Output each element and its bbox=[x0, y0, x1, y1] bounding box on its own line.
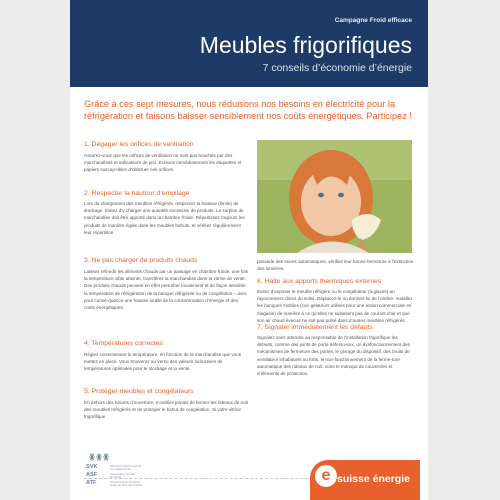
section-6-body: Évitez d’exposer le meuble réfrigéré ou le congélateur (à glaces) au rayonnement direct du soleil. Déplacez-le ou dormez-lui de l’ombre. Installez les banques mobiles (con-gélateurs utilisés pour une action commerciale en magasin) de manière à ce qu’elles ne subissent pas de courant d’air et que son air chaud évacué ne soit pas pulsé dans d’autres meubles réfrigérés. bbox=[257, 289, 413, 323]
photo-illustration bbox=[257, 140, 412, 253]
svk-name-fr-2: du Froid bbox=[110, 475, 122, 479]
intro-text: Grâce à ces sept mesures, nous réduisons nos besoins en électricité pour la réfrigération et faisons baisser sensiblement nos coûts énergétiques. Participez ! bbox=[84, 99, 412, 122]
section-6-title: 6. Halte aux apports thermiques externes bbox=[257, 278, 382, 285]
section-7-body: Signalez sans attendre au responsable de l’installation frigorifique les défauts, comme des joints de porte défectu-eux, un dysfonctionnement des mécanismes de fermeture des portes, le givrage du dispositif, des bruits de ventilateur inhabituels ou forts, le non-fonctionnement de la ferme-ture automatique des rideaux de nuit, voire le manque de couvercles et d’éléments de protection. bbox=[257, 335, 410, 377]
section-2-title: 2. Respecter la hauteur d’empilage bbox=[84, 190, 190, 197]
asf-line: ASF bbox=[86, 472, 98, 478]
section-5-body: En dehors des heures d’ouverture, n’oubliez jamais de fermer les rideaux de nuit des meubles réfrigérés et de protéger le bahut de congélation. Si votre vitrine frigorifique bbox=[84, 400, 248, 420]
svk-name-fr-1: Association Suisse bbox=[110, 472, 136, 476]
section-2-body: Lors du chargement des meubles réfrigérés, respectez la hauteur (limite) de stockage. Évitez d’y charger une quantité excessive de produits. Le surplus de marchandise doit être apporté dans la chambre froide. Répartissez toujours les produits de manière égale dans les meubles bahuts, et vérifiez régulièrement leur répartition. bbox=[84, 201, 245, 235]
child-eating-ice-cream-photo bbox=[257, 140, 412, 253]
svk-name-it-1: Associazione Svizzera bbox=[110, 480, 141, 484]
section-3-title: 3. Ne pas charger de produits chauds bbox=[84, 257, 198, 264]
svk-name-it-2: della Tecnica del Freddo bbox=[110, 483, 143, 487]
svk-name-de-2: für Kältetechnik bbox=[110, 467, 131, 471]
energie-e-icon: e bbox=[315, 465, 337, 487]
campaign-label: Campagne Froid efficace bbox=[334, 17, 412, 24]
suisse-energie-logo bbox=[310, 460, 420, 500]
atf-line: ATF bbox=[86, 480, 97, 486]
svk-asf-atf-logo bbox=[86, 452, 176, 492]
section-4-body: Réglez correctement la température, en fonction de la marchandise que vous mettez en place. Vous trouverez au verso des valeurs indicatives de températures optimales pour le stockage et la vente. bbox=[84, 352, 242, 372]
section-7-title: 7. Signaler immédiatement les défauts bbox=[257, 324, 373, 331]
brand-name: suisse énergie bbox=[337, 473, 410, 485]
section-5-title: 5. Protéger meubles et congélateurs bbox=[84, 388, 194, 395]
section-1-title: 1. Dégager les orifices de ventilation bbox=[84, 141, 194, 148]
section-1-body: Assurez-vous que les orifices de ventilation ne sont pas bouchés par des marchandises et indicateurs de prix. Enlevez immédiatement les étiquettes et papiers suscep-tibles d’obstruer ces orifices. bbox=[84, 153, 242, 173]
page-title: Meubles frigorifiques bbox=[199, 32, 412, 58]
section-4-title: 4. Températures correctes bbox=[84, 340, 163, 347]
section-5-continued-body: possède des stores automatiques, vérifiez leur bonne fermeture à l’extinction des lumières. bbox=[257, 259, 414, 272]
snowflake-icon bbox=[89, 452, 109, 462]
header-banner bbox=[70, 0, 428, 87]
svk-name-de-1: Schweizerischer Verein bbox=[110, 464, 142, 468]
page-subtitle: 7 conseils d’économie d’énergie bbox=[262, 62, 412, 74]
svk-line: SVK bbox=[86, 464, 98, 470]
section-3-body: Laissez refroidir les aliments chauds par un passage en chambre froide, une fois la température cible atteinte, transférez la marchandise dans la vitrine de vente. Des produits chauds peuvent en effet perturber localement et de façon sensible la température de réfrigération de la banque réfrigérée ou de congélation – avec pour consé-quence une hausse inutile de la consommation d’énergie et des coûts énergétiques. bbox=[84, 269, 248, 311]
flyer-sheet bbox=[70, 0, 428, 500]
